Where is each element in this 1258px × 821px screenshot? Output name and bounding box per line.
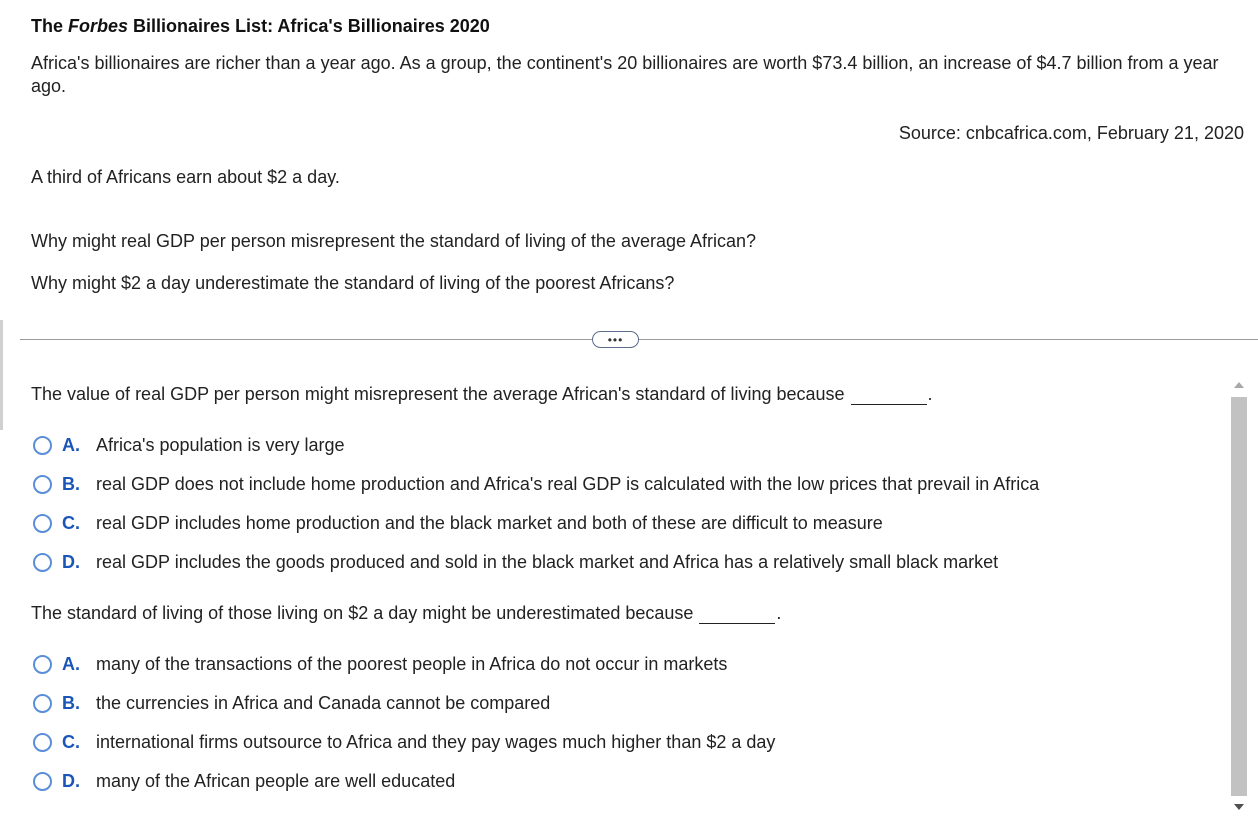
answer-blank — [699, 606, 775, 624]
left-edge-marker — [0, 320, 3, 430]
section-divider — [20, 339, 1258, 340]
part2-option-a[interactable] — [33, 652, 727, 676]
option-letter: D. — [62, 770, 80, 791]
part1-option-b[interactable] — [33, 472, 1039, 496]
option-letter: A. — [62, 434, 80, 455]
option-letter: B. — [62, 473, 80, 494]
option-text: many of the African people are well educated — [96, 770, 456, 791]
part1-option-a[interactable] — [33, 433, 345, 457]
answer-blank — [851, 387, 927, 405]
title-prefix: The — [31, 16, 69, 36]
part1-option-c[interactable] — [33, 511, 883, 535]
question-2: Why might $2 a day underestimate the standard of living of the poorest Africans? — [31, 273, 675, 293]
option-text: many of the transactions of the poorest people in Africa do not occur in markets — [96, 653, 728, 674]
vertical-scrollbar[interactable] — [1231, 380, 1247, 810]
scrollbar-thumb[interactable] — [1231, 397, 1247, 796]
prompt-period: . — [776, 603, 782, 623]
fact-statement: A third of Africans earn about $2 a day. — [31, 167, 340, 187]
option-letter: A. — [62, 653, 80, 674]
option-text: real GDP includes the goods produced and sold in the black market and Africa has a relatively small black market — [96, 551, 999, 572]
radio-button-icon[interactable] — [33, 733, 52, 752]
radio-button-icon[interactable] — [33, 655, 52, 674]
option-text: the currencies in Africa and Canada cannot be compared — [96, 692, 551, 713]
option-text: real GDP does not include home production and Africa's real GDP is calculated with the low prices that prevail in Africa — [96, 473, 1040, 494]
option-text: Africa's population is very large — [96, 434, 345, 455]
option-letter: D. — [62, 551, 80, 572]
article-title — [31, 16, 490, 37]
scroll-up-arrow-icon[interactable] — [1234, 382, 1244, 388]
option-letter: B. — [62, 692, 80, 713]
part2-prompt — [31, 603, 781, 624]
part2-option-d[interactable] — [33, 769, 455, 793]
radio-button-icon[interactable] — [33, 694, 52, 713]
radio-button-icon[interactable] — [33, 436, 52, 455]
article-source: Source: cnbcafrica.com, February 21, 2020 — [898, 123, 1244, 143]
part2-prompt-text: The standard of living of those living on $2 a day might be underestimated because — [31, 603, 694, 623]
prompt-period: . — [927, 384, 933, 404]
scroll-down-arrow-icon[interactable] — [1234, 804, 1244, 810]
option-text: real GDP includes home production and the black market and both of these are difficult to measure — [96, 512, 883, 533]
radio-button-icon[interactable] — [33, 772, 52, 791]
radio-button-icon[interactable] — [33, 553, 52, 572]
part1-option-d[interactable] — [33, 550, 998, 574]
question-1: Why might real GDP per person misrepresent the standard of living of the average African? — [31, 231, 757, 251]
part2-option-c[interactable] — [33, 730, 775, 754]
part1-prompt-text: The value of real GDP per person might misrepresent the average African's standard of living because — [31, 384, 845, 404]
part2-option-b[interactable] — [33, 691, 550, 715]
article-body: Africa's billionaires are richer than a year ago. As a group, the continent's 20 billionaires are worth $73.4 billion, an increase of $4.7 billion from a year ago. — [31, 53, 1219, 96]
title-suffix: Billionaires List: Africa's Billionaires 2020 — [128, 16, 490, 36]
radio-button-icon[interactable] — [33, 514, 52, 533]
radio-button-icon[interactable] — [33, 475, 52, 494]
title-publication: Forbes — [68, 16, 129, 36]
option-letter: C. — [62, 512, 80, 533]
expand-more-button[interactable]: ••• — [592, 331, 639, 348]
option-text: international firms outsource to Africa and they pay wages much higher than $2 a day — [96, 731, 776, 752]
part1-prompt — [31, 384, 933, 405]
option-letter: C. — [62, 731, 80, 752]
